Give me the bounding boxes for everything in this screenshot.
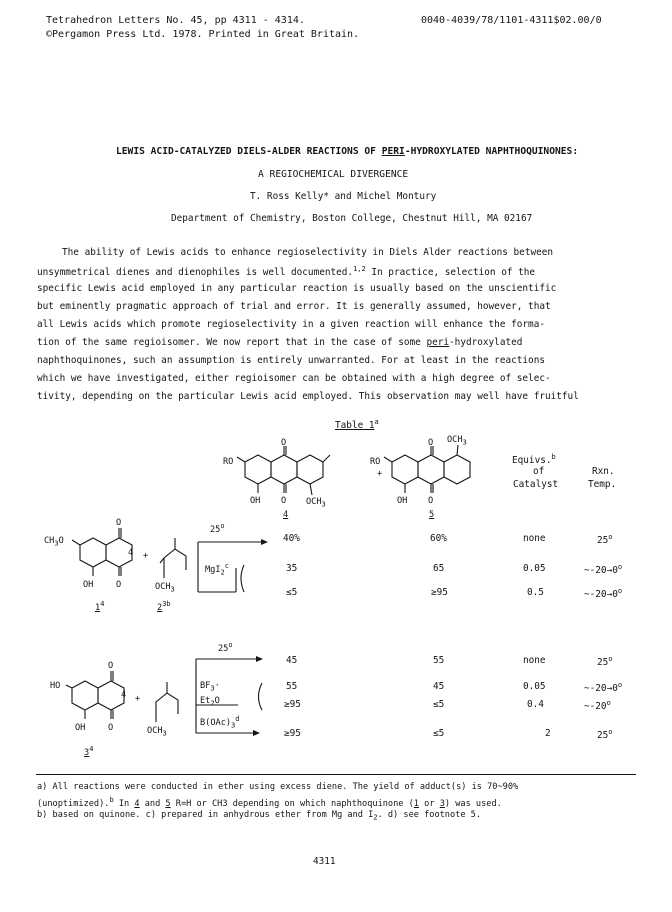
article-subtitle: A REGIOCHEMICAL DIVERGENCE xyxy=(258,169,409,180)
cell-p4: 55 xyxy=(286,681,298,692)
quinone-3-label: $3^4$ xyxy=(84,745,94,758)
paragraph-line-6a: tion of the same regioisomer. We now report that in the case of some xyxy=(37,337,427,348)
q1-oh: OH xyxy=(83,580,94,590)
cell-equiv: 2 xyxy=(545,728,551,739)
cell-equiv: none xyxy=(523,533,546,544)
paragraph-line-6b: -hydroxylated xyxy=(449,337,523,348)
cond-et2o: $Et_2O$ xyxy=(200,696,220,708)
cell-p5: 55 xyxy=(433,655,445,666)
paragraph-line-2a: unsymmetrical dienes and dienophiles is well documented. xyxy=(37,267,354,279)
authors: T. Ross Kelly* and Michel Montury xyxy=(250,191,437,202)
cell-temp: $\sim-20\to 0^o$ xyxy=(584,681,623,695)
arrow-head-1 xyxy=(261,539,268,545)
paragraph-line-1: The ability of Lewis acids to enhance regioselectivity in Diels Alder reactions between xyxy=(62,247,554,258)
quinone-3-structure xyxy=(66,671,127,719)
prod4-ro: RO xyxy=(223,457,234,467)
cell-p4: 35 xyxy=(286,563,298,574)
title-peri: PERI xyxy=(381,146,405,157)
cell-equiv: 0.05 xyxy=(523,563,546,574)
citation-superscript: 1,2 xyxy=(353,265,366,273)
arrow-head-2 xyxy=(256,656,263,662)
cell-p5: ≤5 xyxy=(433,699,445,710)
cell-temp: 25$^o$ xyxy=(597,655,613,669)
q3-o-bottom: O xyxy=(108,723,114,733)
cell-p4: ≥95 xyxy=(284,728,301,739)
paragraph-line-5: all Lewis acids which promote regioselectivity in a given reaction will enhance the forma- xyxy=(37,319,545,330)
diene2b-och3: $OCH_3$ xyxy=(147,726,167,738)
title-part1: LEWIS ACID-CATALYZED DIELS-ALDER REACTIONS OF xyxy=(116,146,382,157)
paragraph-line-9: tivity, depending on the particular Lewis acid employed. This observation may well have fruitful xyxy=(37,391,579,402)
col-header-equivs: Equivs.$^b$ xyxy=(512,453,556,467)
q3-oh: OH xyxy=(75,723,86,733)
cell-p4: ≤5 xyxy=(286,587,298,598)
q3-ho: HO xyxy=(50,681,61,691)
prod4-o-bottom: O xyxy=(281,496,287,506)
q3-ring-4: 4 xyxy=(121,690,127,700)
col-header-temp: Temp. xyxy=(588,479,617,490)
copyright-line: ©Pergamon Press Ltd. 1978. Printed in Great Britain. xyxy=(46,29,360,40)
cond-mgi2: MgI$_2^c$ xyxy=(205,562,229,577)
product-5-label: 5 xyxy=(429,510,435,520)
q1-plus: + xyxy=(143,551,149,561)
product-4-structure xyxy=(237,446,330,495)
cond-bf3: $BF_3\cdot$ xyxy=(200,681,220,693)
footnote-rule xyxy=(36,774,636,775)
paragraph-line-4: but eminently pragmatic approach of trial and error. It is generally assumed, however, that xyxy=(37,301,551,312)
prod5-o-bottom: O xyxy=(428,496,434,506)
cond-25-1: 25$^o$ xyxy=(210,522,225,535)
footnote-a-line1: a) All reactions were conducted in ether using excess diene. The yield of adduct(s) is 70~90% xyxy=(37,782,519,792)
cell-temp: 25$^o$ xyxy=(597,533,613,547)
cell-equiv: 0.4 xyxy=(527,699,544,710)
quinone-1-label: $1^4$ xyxy=(95,600,105,613)
table-caption-sup: a xyxy=(374,418,379,426)
title-part2: -HYDROXYLATED NAPHTHOQUINONES: xyxy=(404,146,579,157)
diene-och3: $OCH_3$ xyxy=(155,582,175,594)
article-code: 0040-4039/78/1101-4311$02.00/0 xyxy=(421,15,602,26)
diene-2-label: $2^{3b}$ xyxy=(157,600,171,613)
col-header-catalyst: Catalyst xyxy=(513,479,559,490)
cell-temp: $\sim-20\to 0^o$ xyxy=(584,587,623,601)
affiliation: Department of Chemistry, Boston College, Chestnut Hill, MA 02167 xyxy=(171,213,533,224)
cond-25-2: 25$^o$ xyxy=(218,641,233,654)
table-caption-text: Table 1 xyxy=(335,420,375,432)
prod5-och3: $OCH_3$ xyxy=(447,435,467,447)
prod4-oh: OH xyxy=(250,496,261,506)
cell-equiv: 0.05 xyxy=(523,681,546,692)
cell-p5: 60% xyxy=(430,533,447,544)
cell-p5: 45 xyxy=(433,681,445,692)
paragraph-line-8: which we have investigated, either regioisomer can be obtained with a high degree of selec- xyxy=(37,373,551,384)
product-4-label: 4 xyxy=(283,510,289,520)
cell-p5: 65 xyxy=(433,563,445,574)
cond-boac3: $B(OAc)_3^d$ xyxy=(200,715,240,730)
cell-p4: 45 xyxy=(286,655,298,666)
product-5-structure xyxy=(384,445,470,493)
prod4-och3: $OCH_3$ xyxy=(306,497,326,509)
q1-ring-4: 4 xyxy=(128,548,134,558)
cell-equiv: none xyxy=(523,655,546,666)
prod5-ro: RO xyxy=(370,457,381,467)
page-number: 4311 xyxy=(313,856,336,867)
quinone-1-structure xyxy=(72,528,132,576)
journal-citation: Tetrahedron Letters No. 45, pp 4311 - 4314. xyxy=(46,15,305,26)
prod5-oh: OH xyxy=(397,496,408,506)
q1-ch3o: $CH_3O$ xyxy=(44,536,64,548)
q3-plus: + xyxy=(135,694,141,704)
diene-2b-structure xyxy=(156,682,178,722)
cell-equiv: 0.5 xyxy=(527,587,544,598)
arrow-head-3 xyxy=(253,730,260,736)
cell-temp: 25$^o$ xyxy=(597,728,613,742)
col-header-of: of xyxy=(533,466,545,477)
paragraph-line-2b: In practice, selection of the xyxy=(365,267,536,279)
footnote-b-line: b) based on quinone. c) prepared in anhydrous ether from Mg and $I_2$. d) see footnote 5. xyxy=(37,810,482,822)
cell-p4: ≥95 xyxy=(284,699,301,710)
paragraph-peri: peri xyxy=(426,337,450,348)
prod4-o-top: O xyxy=(281,438,287,448)
cell-temp: ~-20$^o$ xyxy=(584,699,611,713)
footnote-a-line2: (unoptimized).$^b$ In 4 and 5 R=H or CH3 depending on which naphthoquinone (1 or 3) was used. xyxy=(37,796,502,809)
q1-o-bottom: O xyxy=(116,580,122,590)
prod5-o-top: O xyxy=(428,438,434,448)
cell-p5: ≥95 xyxy=(431,587,448,598)
paragraph-line-3: specific Lewis acid employed in any particular reaction is usually based on the unscientific xyxy=(37,283,557,294)
prod5-plus: + xyxy=(377,469,383,479)
q1-o-top: O xyxy=(116,518,122,528)
cell-temp: $\sim-20\to 0^o$ xyxy=(584,563,623,577)
diene-2-structure xyxy=(160,538,186,578)
col-header-rxn: Rxn. xyxy=(592,466,615,477)
cell-p4: 40% xyxy=(283,533,300,544)
q3-o-top: O xyxy=(108,661,114,671)
paragraph-line-7: naphthoquinones, such an assumption is entirely unwarranted. For at least in the reactions xyxy=(37,355,545,366)
cell-p5: ≤5 xyxy=(433,728,445,739)
